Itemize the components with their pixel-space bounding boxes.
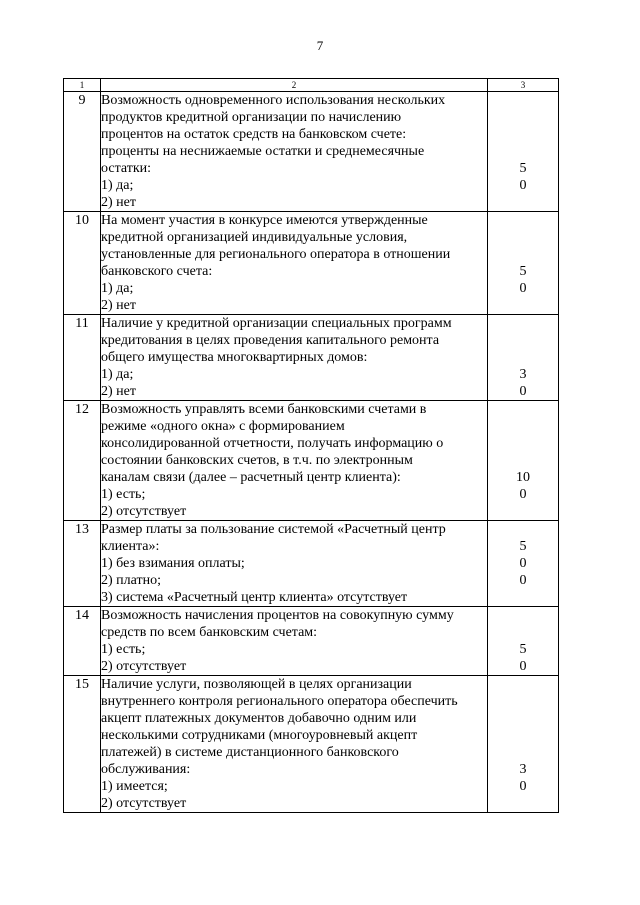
score-value: 10 [516,470,530,485]
score-value [488,624,558,641]
criterion-text-line: кредитования в целях проведения капитального ремонта [101,333,440,348]
score-value [488,401,558,418]
criterion-text-line: клиента»: [101,539,160,554]
score-value [488,212,558,229]
score-value [488,452,558,469]
criterion-text-line: внутреннего контроля регионального оператора обеспечить [101,694,458,709]
criterion-text-line: средств по всем банковским счетам: [101,625,318,640]
criterion-text-line: 1) есть; [101,642,146,657]
criterion-text-line: консолидированной отчетности, получать информацию о [101,436,444,451]
criterion-text-line: общего имущества многоквартирных домов: [101,350,368,365]
criterion-text-line: платежей) в системе дистанционного банковского [101,745,399,760]
criterion-text-line: 2) отсутствует [101,796,187,811]
criterion-text-line: состоянии банковских счетов, в т.ч. по электронным [101,453,413,468]
criterion-scores [488,676,559,813]
table-row [64,676,559,813]
header-col-3: 3 [488,79,559,92]
criterion-number: 13 [64,521,101,607]
criterion-scores [488,315,559,401]
criterion-text-line: акцепт платежных документов добавочно одним или [101,711,417,726]
table-row [64,212,559,315]
score-value [488,246,558,263]
score-value [488,503,558,520]
criterion-text-line: каналам связи (далее – расчетный центр клиента): [101,470,401,485]
table-row [64,401,559,521]
criterion-scores [488,401,559,521]
score-value [488,727,558,744]
criterion-text-line: 1) да; [101,178,134,193]
criterion-number: 14 [64,607,101,676]
score-value [488,795,558,812]
criterion-text-line: продуктов кредитной организации по начислению [101,110,402,125]
score-value [488,710,558,727]
criterion-text-line: 2) платно; [101,573,161,588]
criterion-text-line: 1) есть; [101,487,146,502]
score-value [488,676,558,693]
criterion-text-line: Возможность начисления процентов на совокупную сумму [101,608,454,623]
criterion-text-line: Наличие у кредитной организации специальных программ [101,316,452,331]
header-col-2: 2 [101,79,488,92]
score-value [488,435,558,452]
criterion-description [101,212,488,315]
page-number: 7 [316,38,324,53]
criterion-description [101,607,488,676]
criterion-text-line: 2) нет [101,298,136,313]
score-value: 0 [519,384,527,399]
criterion-text-line: Возможность управлять всеми банковскими счетами в [101,402,427,417]
score-value: 0 [519,659,527,674]
criterion-text-line: 1) да; [101,367,134,382]
criterion-text-line: Размер платы за пользование системой «Расчетный центр [101,522,446,537]
score-value: 0 [519,779,527,794]
criterion-scores [488,521,559,607]
criterion-text-line: режиме «одного окна» с формированием [101,419,345,434]
table-row [64,521,559,607]
score-value: 0 [519,573,527,588]
header-col-1: 1 [64,79,101,92]
score-value [488,297,558,314]
score-value: 0 [519,556,527,571]
criterion-description [101,92,488,212]
score-value: 5 [519,161,527,176]
criterion-text-line: 2) отсутствует [101,504,187,519]
criterion-text-line: 1) да; [101,281,134,296]
score-value: 0 [519,281,527,296]
criterion-text-line: 1) имеется; [101,779,168,794]
criterion-scores [488,92,559,212]
criterion-text-line: несколькими сотрудниками (многоуровневый акцепт [101,728,418,743]
criterion-text-line: процентов на остаток средств на банковском счете: [101,127,407,142]
score-value [488,109,558,126]
criterion-text-line: проценты на неснижаемые остатки и среднемесячные [101,144,425,159]
score-value: 5 [519,539,527,554]
criterion-text-line: Возможность одновременного использования нескольких [101,93,446,108]
criterion-text-line: 2) нет [101,384,136,399]
criterion-description [101,676,488,813]
criterion-description [101,315,488,401]
criterion-description [101,521,488,607]
score-value: 0 [519,487,527,502]
table-row [64,315,559,401]
criterion-number: 11 [64,315,101,401]
criterion-text-line: 2) нет [101,195,136,210]
criterion-scores [488,607,559,676]
criterion-number: 12 [64,401,101,521]
score-value: 5 [519,642,527,657]
score-value: 3 [519,367,527,382]
criterion-number: 10 [64,212,101,315]
criteria-table [63,78,559,813]
criterion-number: 9 [64,92,101,212]
table-row [64,92,559,212]
criterion-text-line: 3) система «Расчетный центр клиента» отсутствует [101,590,408,605]
criterion-text-line: Наличие услуги, позволяющей в целях организации [101,677,412,692]
score-value [488,589,558,606]
score-value [488,143,558,160]
criterion-text-line: 1) без взимания оплаты; [101,556,245,571]
criterion-text-line: обслуживания: [101,762,191,777]
score-value [488,521,558,538]
score-value: 0 [519,178,527,193]
score-value [488,349,558,366]
criterion-text-line: кредитной организацией индивидуальные условия, [101,230,408,245]
criterion-scores [488,212,559,315]
criterion-text-line: банковского счета: [101,264,213,279]
criterion-text-line: На момент участия в конкурсе имеются утвержденные [101,213,428,228]
score-value [488,92,558,109]
table-header-row [64,79,559,92]
score-value: 5 [519,264,527,279]
score-value [488,607,558,624]
criterion-text-line: 2) отсутствует [101,659,187,674]
score-value [488,229,558,246]
score-value [488,194,558,211]
score-value [488,418,558,435]
score-value [488,744,558,761]
score-value: 3 [519,762,527,777]
score-value [488,693,558,710]
score-value [488,332,558,349]
criterion-number: 15 [64,676,101,813]
score-value [488,126,558,143]
criterion-text-line: установленные для регионального оператора в отношении [101,247,451,262]
score-value [488,315,558,332]
criterion-text-line: остатки: [101,161,152,176]
criterion-description [101,401,488,521]
table-row [64,607,559,676]
